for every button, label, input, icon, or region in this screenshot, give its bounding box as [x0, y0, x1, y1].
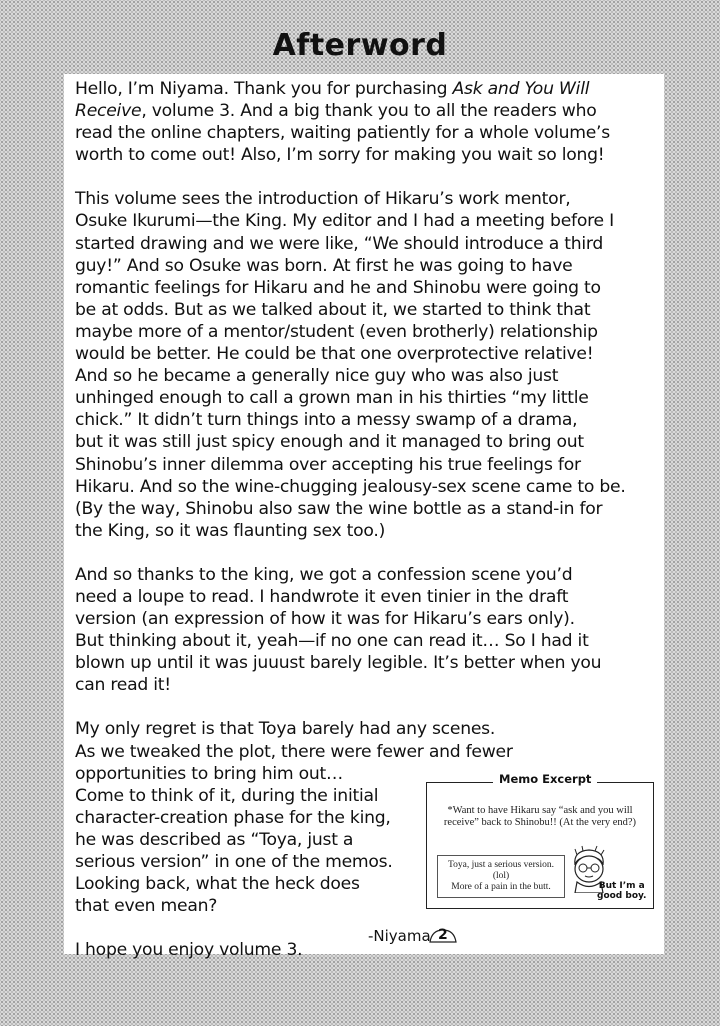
- bubble-line: But I’m a: [598, 881, 645, 891]
- memo-title: Memo Excerpt: [493, 772, 597, 786]
- memo-sub-line: More of a pain in the butt.: [451, 882, 551, 892]
- text-line: but it was still just spicy enough and it managed to bring out: [75, 432, 584, 453]
- text-line: character-creation phase for the king,: [75, 807, 391, 828]
- text-line: Come to think of it, during the initial: [75, 785, 379, 806]
- text-line: need a loupe to read. I handwrote it even tinier in the draft: [75, 586, 569, 607]
- text-line: worth to come out! Also, I’m sorry for making you wait so long!: [75, 145, 605, 166]
- text-line: I hope you enjoy volume 3.: [75, 940, 303, 961]
- page-number: 2: [438, 927, 448, 943]
- text-line: [75, 78, 665, 100]
- memo-note-line: *Want to have Hikaru say “ask and you will: [447, 805, 633, 816]
- text-line: version (an expression of how it was for Hikaru’s ears only).: [75, 609, 575, 630]
- text-line: guy!” And so Osuke was born. At first he was going to have: [75, 255, 573, 276]
- paragraph-2: [75, 188, 665, 542]
- text-line: This volume sees the introduction of Hikaru’s work mentor,: [75, 189, 571, 210]
- text-line: As we tweaked the plot, there were fewer and fewer: [75, 741, 513, 762]
- text-line: started drawing and we were like, “We should introduce a third: [75, 233, 604, 254]
- text-line: chick.” It didn’t turn things into a messy swamp of a drama,: [75, 410, 578, 431]
- text-line: Shinobu’s inner dilemma over accepting his true feelings for: [75, 454, 581, 475]
- text-line: that even mean?: [75, 896, 218, 917]
- author-signature: -Niyama: [368, 927, 431, 945]
- text-line: be at odds. But as we talked about it, we started to think that: [75, 299, 591, 320]
- text-line: blown up until it was juuust barely legible. It’s better when you: [75, 653, 602, 674]
- text-line: And so he became a generally nice guy who was also just: [75, 366, 559, 387]
- paragraph-3: [75, 564, 665, 697]
- text-line: (By the way, Shinobu also saw the wine bottle as a stand-in for: [75, 498, 603, 519]
- text-line: And so thanks to the king, we got a confession scene you’d: [75, 564, 573, 585]
- speech-bubble: [597, 881, 646, 901]
- text-line: he was described as “Toya, just a: [75, 829, 354, 850]
- memo-note-line: receive” back to Shinobu!! (At the very end?): [443, 817, 637, 828]
- page-title: Afterword: [272, 28, 448, 63]
- text-segment: , volume 3. And a big thank you to all the readers who: [141, 101, 597, 122]
- text-line: My only regret is that Toya barely had any scenes.: [75, 719, 496, 740]
- text-line: serious version” in one of the memos.: [75, 852, 393, 872]
- text-line: romantic feelings for Hikaru and he and Shinobu were going to: [75, 277, 601, 298]
- text-line: unhinged enough to call a grown man in his thirties “my little: [75, 388, 589, 409]
- text-segment: Hello, I’m Niyama. Thank you for purchasing: [75, 79, 453, 99]
- bubble-line: good boy.: [597, 891, 647, 901]
- text-line: Hikaru. And so the wine-chugging jealousy-sex scene came to be.: [75, 476, 626, 497]
- text-line: the King, so it was flaunting sex too.): [75, 520, 386, 541]
- book-title-part: Ask and You Will: [452, 79, 590, 99]
- memo-sub-note: [437, 855, 565, 898]
- text-line: can read it!: [75, 675, 171, 696]
- text-line: [75, 100, 665, 122]
- memo-excerpt-box: [426, 772, 654, 909]
- memo-note: [433, 805, 647, 829]
- book-title-part: Receive: [75, 101, 142, 122]
- text-line: But thinking about it, yeah—if no one can read it… So I had it: [75, 631, 589, 652]
- text-line: Looking back, what the heck does: [75, 874, 360, 895]
- text-line: maybe more of a mentor/student (even brotherly) relationship: [75, 321, 598, 342]
- paragraph-1: [75, 78, 665, 166]
- memo-sub-line: Toya, just a serious version. (lol): [448, 860, 554, 881]
- text-line: read the online chapters, waiting patiently for a whole volume’s: [75, 123, 610, 144]
- text-line: Osuke Ikurumi—the King. My editor and I had a meeting before I: [75, 211, 614, 232]
- text-line: opportunities to bring him out…: [75, 763, 343, 784]
- text-line: would be better. He could be that one overprotective relative!: [75, 344, 594, 365]
